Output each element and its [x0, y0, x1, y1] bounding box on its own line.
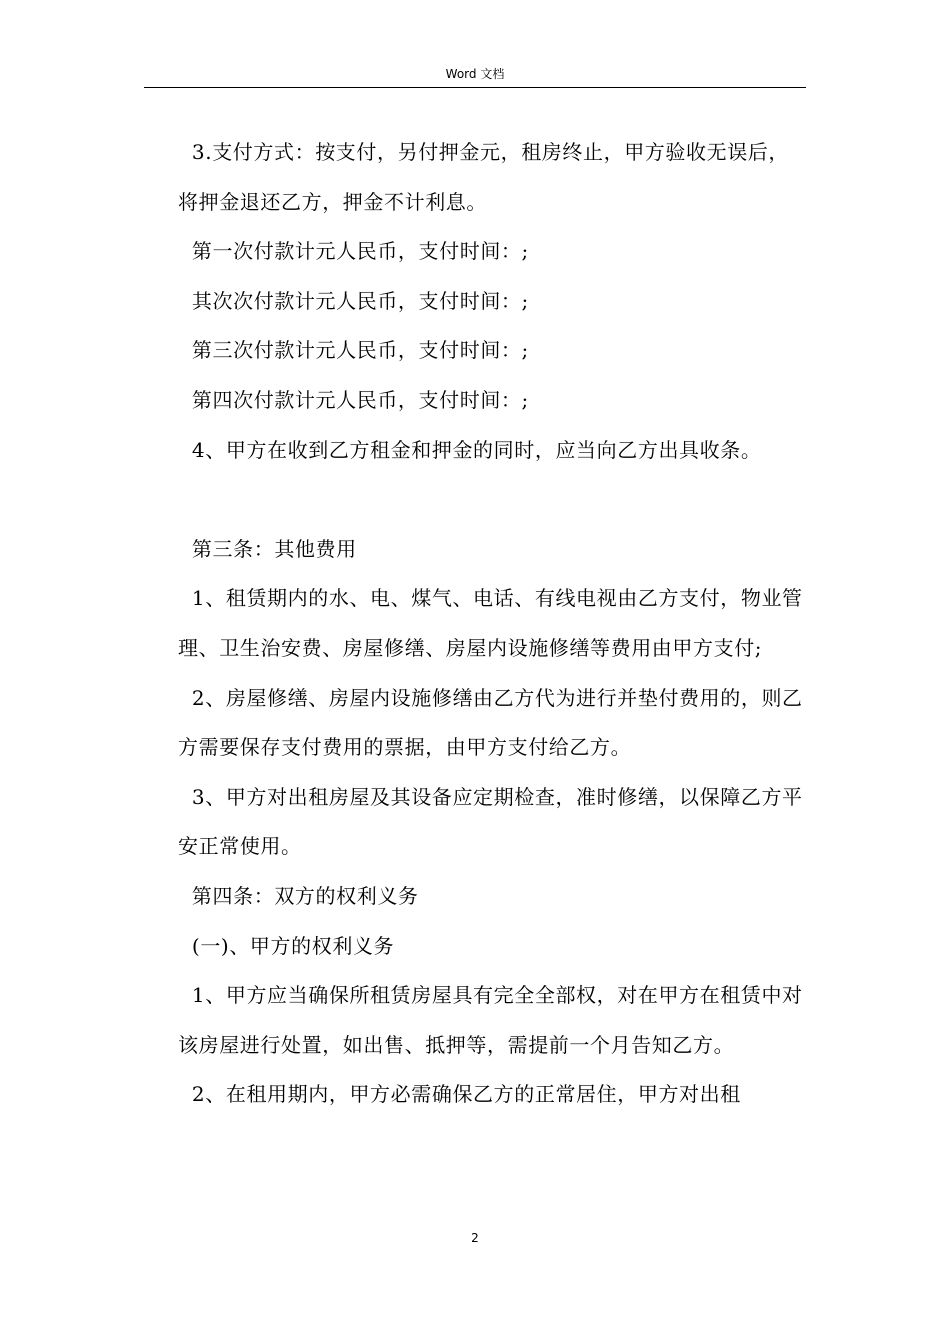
paragraph: 1、甲方应当确保所租赁房屋具有完全全部权，对在甲方在租赁中对该房屋进行处置，如出售、抵押等，需提前一个月告知乙方。 [178, 983, 803, 1057]
paragraph: 2、房屋修缮、房屋内设施修缮由乙方代为进行并垫付费用的，则乙方需要保存支付费用的票据，由甲方支付给乙方。 [178, 685, 803, 760]
paragraph: 2、在租用期内，甲方必需确保乙方的正常居住，甲方对出租 [178, 1082, 741, 1107]
blank-line [178, 475, 806, 525]
subsection-heading: (一)、甲方的权利义务 [178, 933, 395, 958]
page-number: 2 [471, 1231, 479, 1245]
header-divider [144, 87, 806, 88]
paragraph: 第四次付款计元人民币，支付时间：; [178, 387, 529, 412]
paragraph: 4、甲方在收到乙方租金和押金的同时，应当向乙方出具收条。 [178, 437, 762, 462]
document-body [178, 128, 806, 1120]
page-header: Word 文档 [445, 67, 505, 81]
paragraph: 3、甲方对出租房屋及其设备应定期检查，准时修缮，以保障乙方平安正常使用。 [178, 784, 803, 859]
paragraph: 其次次付款计元人民币，支付时间：; [178, 288, 529, 313]
paragraph: 第一次付款计元人民币，支付时间：; [178, 239, 529, 264]
section-heading: 第四条：双方的权利义务 [178, 883, 419, 908]
paragraph: 3.支付方式：按支付，另付押金元，租房终止，甲方验收无误后，将押金退还乙方，押金不计利息。 [178, 140, 790, 214]
paragraph: 第三次付款计元人民币，支付时间：; [178, 338, 529, 363]
paragraph: 1、租赁期内的水、电、煤气、电话、有线电视由乙方支付，物业管理、卫生治安费、房屋修缮、房屋内设施修缮等费用由甲方支付; [178, 586, 803, 660]
section-heading: 第三条：其他费用 [178, 536, 357, 561]
